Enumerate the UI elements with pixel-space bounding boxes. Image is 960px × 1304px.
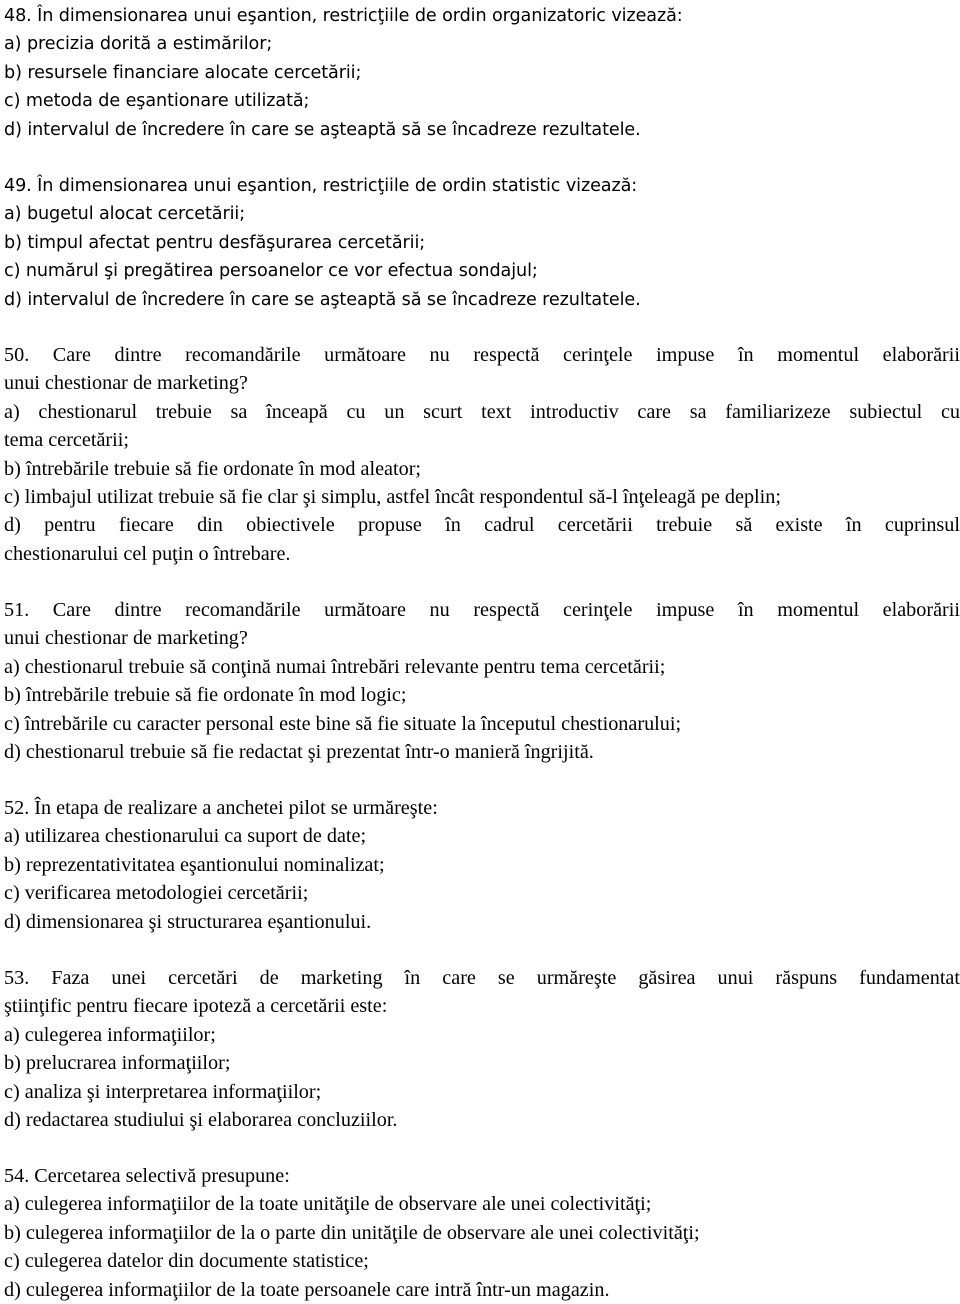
answer-option-b: b) întrebările trebuie să fie ordonate în mod aleator; [4, 457, 422, 480]
question-51 [4, 596, 960, 766]
answer-option-b: b) reprezentativitatea eşantionului nominalizat; [4, 853, 385, 876]
answer-option-c: c) analiza şi interpretarea informaţiilor; [4, 1080, 322, 1103]
answer-option-d: d) culegerea informaţiilor de la toate persoanele care intră într-un magazin. [4, 1278, 610, 1301]
question-48 [4, 2, 960, 144]
answer-option-c: c) numărul şi pregătirea persoanelor ce vor efectua sondajul; [4, 261, 538, 282]
question-52 [4, 794, 960, 936]
answer-option-b: b) prelucrarea informaţiilor; [4, 1052, 231, 1075]
answer-option-c: c) metoda de eşantionare utilizată; [4, 91, 310, 112]
answer-option-a: a) chestionarul trebuie sa înceapă cu un scurt text introductiv care sa familiarizeze subiectul cu [4, 400, 960, 423]
answer-option-c: c) culegerea datelor din documente statistice; [4, 1250, 369, 1273]
answer-option-b: b) resursele financiare alocate cercetării; [4, 62, 362, 83]
question-stem: 52. În etapa de realizare a anchetei pilot se urmăreşte: [4, 797, 438, 819]
answer-option-c: c) limbajul utilizat trebuie să fie clar şi simplu, astfel încât respondentul să-l înţeleagă pe deplin; [4, 485, 781, 508]
answer-option-a: a) utilizarea chestionarului ca suport de date; [4, 825, 367, 848]
question-49 [4, 172, 960, 314]
answer-option-d: d) intervalul de încredere în care se aşteaptă să se încadreze rezultatele. [4, 119, 641, 140]
question-stem: 48. În dimensionarea unui eşantion, restricţiile de ordin organizatoric vizează: [4, 6, 683, 26]
answer-option-a: a) precizia dorită a estimărilor; [4, 34, 273, 55]
question-stem-continued: ştiinţific pentru fiecare ipoteză a cercetării este: [4, 995, 388, 1018]
question-50 [4, 341, 960, 568]
answer-option-a-continued: tema cercetării; [4, 429, 129, 452]
answer-option-a: a) culegerea informaţiilor; [4, 1023, 216, 1046]
answer-option-d: d) intervalul de încredere în care se aşteaptă să se încadreze rezultatele. [4, 289, 641, 310]
answer-option-a: a) chestionarul trebuie să conţină numai întrebări relevante pentru tema cercetării; [4, 655, 666, 678]
question-stem: 54. Cercetarea selectivă presupune: [4, 1165, 290, 1187]
answer-option-a: a) bugetul alocat cercetării; [4, 204, 246, 225]
answer-option-d: d) chestionarul trebuie să fie redactat şi prezentat într-o manieră îngrijită. [4, 740, 594, 763]
answer-option-c: c) întrebările cu caracter personal este bine să fie situate la începutul chestionarului; [4, 712, 682, 735]
answer-option-b: b) culegerea informaţiilor de la o parte din unităţile de observare ale unei colectivităţi; [4, 1221, 700, 1244]
answer-option-d: d) redactarea studiului şi elaborarea concluziilor. [4, 1108, 398, 1131]
answer-option-b: b) întrebările trebuie să fie ordonate în mod logic; [4, 684, 407, 707]
question-stem: 49. În dimensionarea unui eşantion, restricţiile de ordin statistic vizează: [4, 176, 638, 196]
question-54 [4, 1162, 960, 1304]
question-stem: 53. Faza unei cercetări de marketing în care se urmăreşte găsirea unui răspuns fundamentat [4, 967, 960, 989]
answer-option-d: d) pentru fiecare din obiectivele propuse în cadrul cercetării trebuie să existe în cuprinsul [4, 514, 960, 537]
answer-option-d-continued: chestionarului cel puţin o întrebare. [4, 542, 291, 565]
answer-option-b: b) timpul afectat pentru desfăşurarea cercetării; [4, 232, 426, 253]
answer-option-c: c) verificarea metodologiei cercetării; [4, 882, 309, 905]
answer-option-a: a) culegerea informaţiilor de la toate unităţile de observare ale unei colectivităţi; [4, 1193, 652, 1216]
answer-option-d: d) dimensionarea şi structurarea eşantionului. [4, 910, 372, 933]
question-stem-continued: unui chestionar de marketing? [4, 627, 248, 650]
question-stem: 50. Care dintre recomandările următoare nu respectă cerinţele impuse în momentul elaborării [4, 344, 960, 366]
question-stem: 51. Care dintre recomandările următoare nu respectă cerinţele impuse în momentul elaborării [4, 599, 960, 621]
question-53 [4, 964, 960, 1134]
question-stem-continued: unui chestionar de marketing? [4, 372, 248, 395]
